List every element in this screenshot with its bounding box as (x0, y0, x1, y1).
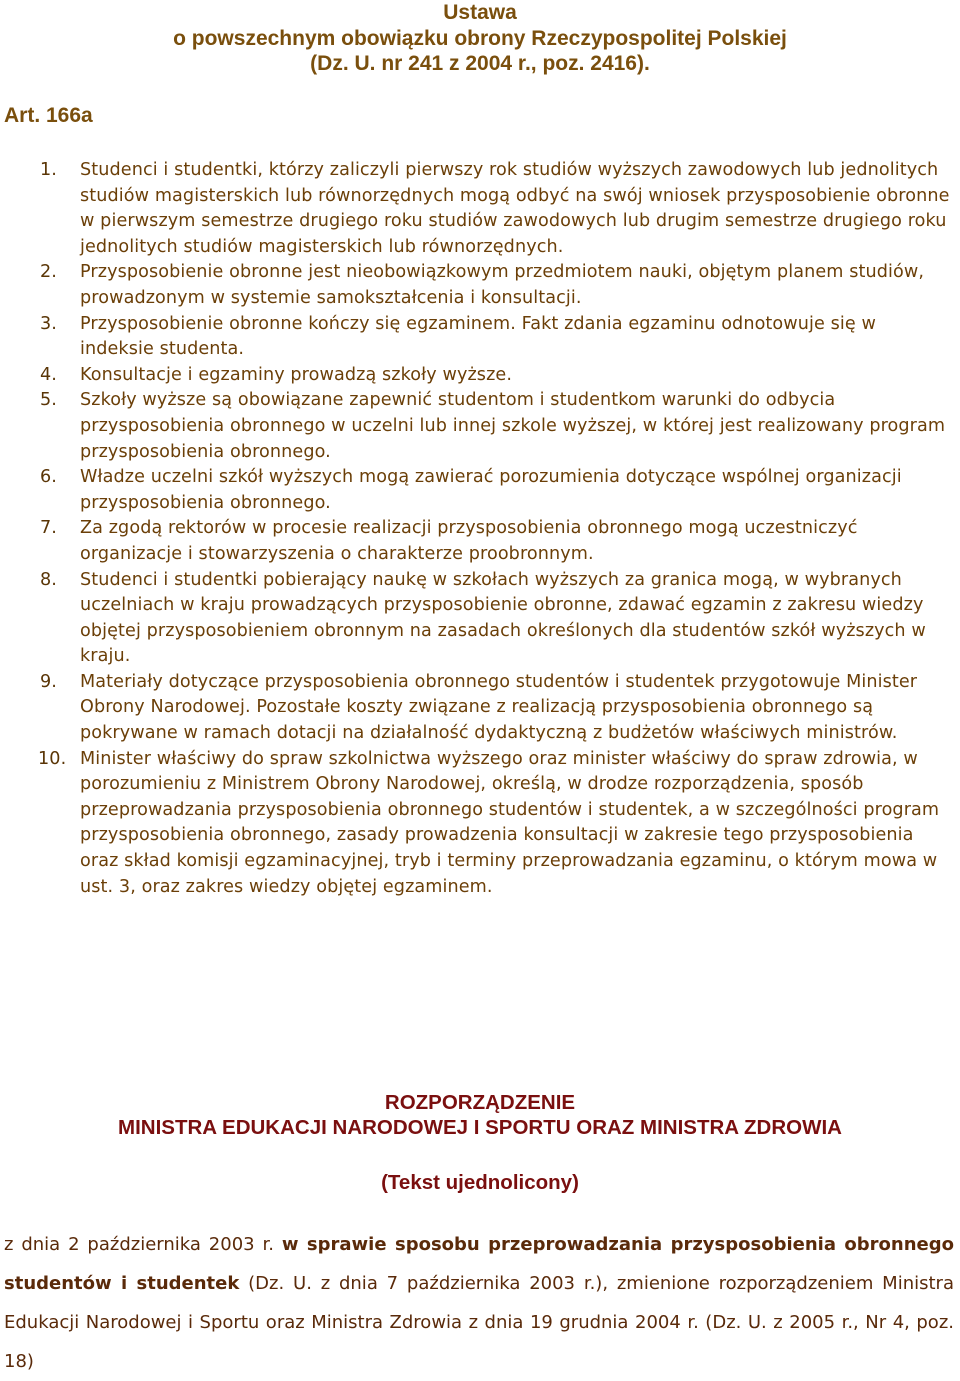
provision-number: 1. (40, 160, 57, 180)
provision-8 (0, 568, 960, 670)
intro-date: z dnia 2 października 2003 r. (4, 1234, 274, 1255)
regulation-intro (4, 1225, 954, 1381)
provision-number: 9. (40, 671, 57, 692)
provision-number: 3. (40, 313, 57, 334)
provision-text: Studenci i studentki pobierający naukę w szkołach wyższych za granica mogą, w wybranych uczelniach w kraju prowadzących przysposobienie obronne, zdawać egzamin z zakresu wiedzy objętej przysposobieniem obronnym na zasadach określonych dla studentów szkół wyższych w kraju. (80, 569, 926, 667)
provision-number: 10. (38, 748, 67, 769)
provision-number: 4. (40, 364, 57, 385)
provision-7 (0, 516, 960, 567)
provision-text: Minister właściwy do spraw szkolnictwa wyższego oraz minister właściwy do spraw zdrowia, w porozumieniu z Ministrem Obrony Narodowej, określą, w drodze rozporządzenia, sposób przeprowadzania przysposobienia obronnego studentów i studentek, a w szczególności program przysposobienia obronnego, zasady prowadzenia konsultacji w zakresie tego przysposobienia oraz skład komisji egzaminacyjnej, tryb i terminy przeprowadzania egzaminu, o którym mowa w ust. 3, oraz zakres wiedzy objętej egzaminem. (80, 748, 940, 897)
provision-text: Przysposobienie obronne jest nieobowiązkowym przedmiotem nauki, objętym planem studiów, prowadzonym w systemie samokształcenia i konsultacji. (80, 262, 925, 308)
provision-10 (0, 747, 960, 901)
regulation-consolidated-note: (Tekst ujednolicony) (381, 1171, 579, 1194)
article-label: Art. 166a (4, 104, 93, 127)
regulation-issuer: MINISTRA EDUKACJI NARODOWEJ I SPORTU ORAZ MINISTRA ZDROWIA (118, 1116, 842, 1139)
provision-number: 8. (40, 569, 57, 590)
provision-number: 2. (40, 262, 57, 283)
provision-5 (0, 388, 960, 465)
intro-subject: w sprawie sposobu przeprowadzania przysposobienia obronnego studentów i studentek (4, 1234, 954, 1294)
law-heading (0, 0, 960, 77)
intro-source: (Dz. U. z dnia 7 października 2003 r.), zmienione rozporządzeniem Ministra Edukacji Narodowej i Sportu oraz Ministra Zdrowia z dnia 19 grudnia 2004 r. (Dz. U. z 2005 r., Nr 4, poz. 18) (4, 1273, 954, 1372)
provisions-list (0, 158, 960, 900)
provision-text: Przysposobienie obronne kończy się egzaminem. Fakt zdania egzaminu odnotowuje się w indeksie studenta. (80, 313, 877, 360)
law-title: Ustawa (443, 1, 517, 24)
regulation-title: ROZPORZĄDZENIE (384, 1091, 576, 1114)
law-reference: (Dz. U. nr 241 z 2004 r., poz. 2416). (310, 52, 650, 75)
provision-text: Szkoły wyższe są obowiązane zapewnić studentom i studentkom warunki do odbycia przysposobienia obronnego w uczelni lub innej szkole wyższej, w której jest realizowany program przysposobienia obronnego. (80, 390, 946, 462)
provision-text: Za zgodą rektorów w procesie realizacji przysposobienia obronnego mogą uczestniczyć organizacje i stowarzyszenia o charakterze proobronnym. (80, 518, 858, 564)
provision-9 (0, 670, 960, 747)
provision-text: Konsultacje i egzaminy prowadzą szkoły wyższe. (80, 364, 513, 385)
provision-4 (0, 363, 960, 389)
provision-text: Studenci i studentki, którzy zaliczyli pierwszy rok studiów wyższych zawodowych lub jednolitych studiów magisterskich lub równorzędnych mogą odbyć na swój wniosek przysposobienie obronne w pierwszym semestrze drugiego roku studiów zawodowych lub drugim semestrze drugiego roku jednolitych studiów magisterskich lub równorzędnych. (80, 160, 950, 257)
law-subtitle: o powszechnym obowiązku obrony Rzeczypospolitej Polskiej (173, 26, 787, 50)
provision-number: 5. (40, 390, 57, 411)
provision-1 (0, 158, 960, 260)
provision-number: 6. (40, 467, 57, 488)
provision-3 (0, 312, 960, 363)
provision-text: Materiały dotyczące przysposobienia obronnego studentów i studentek przygotowuje Minister Obrony Narodowej. Pozostałe koszty związane z realizacją przysposobienia obronnego są pokrywane w ramach dotacji na działalność dydaktyczną z budżetów właściwych ministrów. (80, 671, 918, 744)
provision-number: 7. (40, 518, 57, 539)
provision-text: Władze uczelni szkół wyższych mogą zawierać porozumienia dotyczące wspólnej organizacji przysposobienia obronnego. (80, 467, 902, 513)
regulation-heading (0, 1090, 960, 1195)
provision-2 (0, 260, 960, 311)
provision-6 (0, 465, 960, 516)
